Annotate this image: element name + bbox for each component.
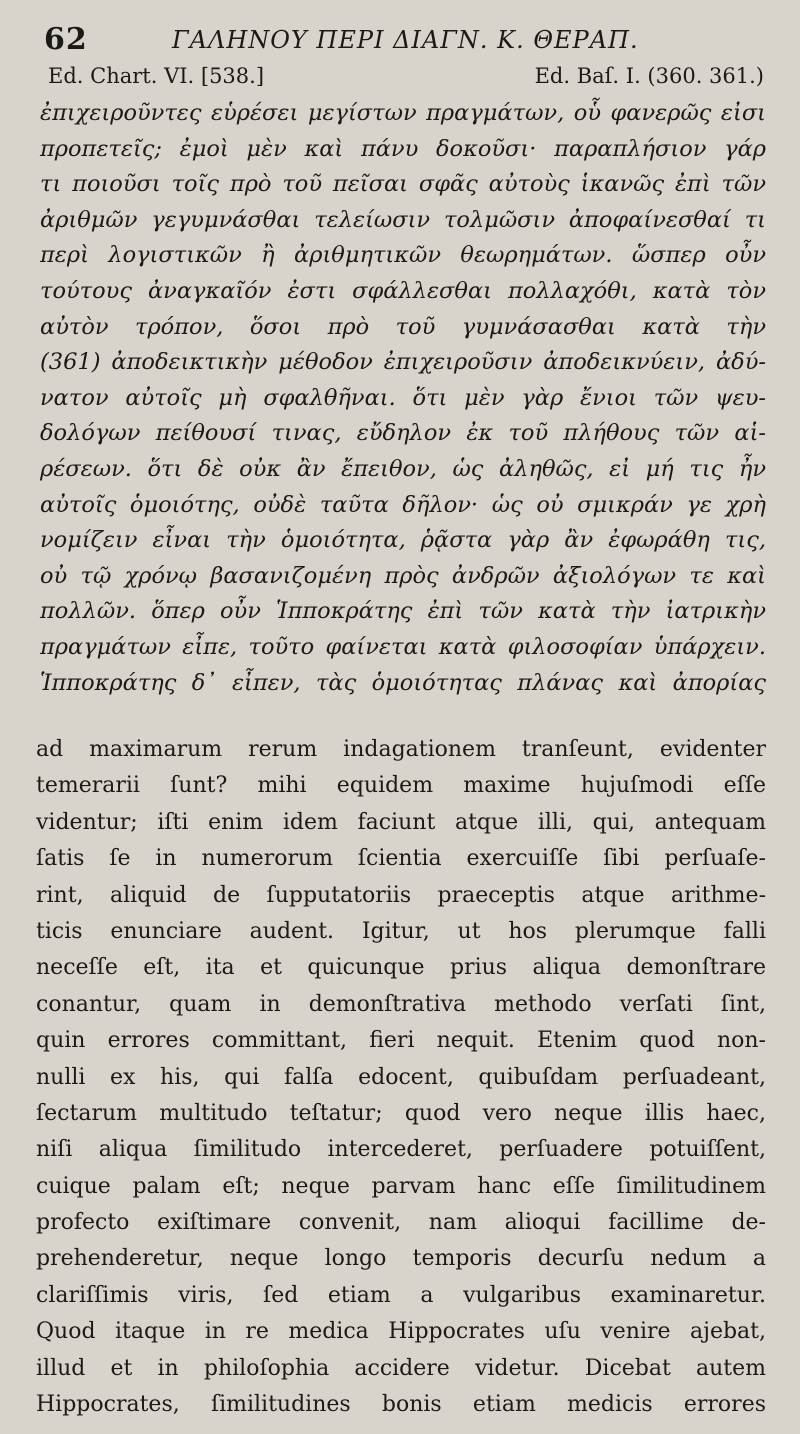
latin-line: cuique palam eſt; neque parvam hanc eſſe ſimilitudinem [36, 1173, 766, 1199]
latin-line: videntur; iſti enim idem faciunt atque illi, qui, antequam [36, 809, 766, 835]
latin-line: nulli ex his, qui falſa edocent, quibuſdam perſuadeant, [36, 1064, 766, 1090]
greek-line: αὐτοῖς ὁμοιότης, οὐδὲ ταῦτα δῆλον· ὡς οὐ σμικράν γε χρὴ [40, 491, 766, 518]
latin-line: ſectarum multitudo teſtatur; quod vero neque illis haec, [36, 1100, 766, 1126]
edition-basel-reference: Ed. Baſ. I. (360. 361.) [534, 64, 764, 88]
latin-translation-block [36, 732, 766, 1423]
latin-line: quin errores committant, fieri nequit. Etenim quod non- [36, 1028, 766, 1054]
greek-line: νομίζειν εἶναι τὴν ὁμοιότητα, ῥᾷστα γὰρ ἂν ἐφωράθη τις, [40, 527, 766, 554]
greek-line: τούτους ἀναγκαῖόν ἐστι σφάλλεσθαι πολλαχόθι, κατὰ τὸν [40, 277, 766, 304]
latin-line: neceſſe eſt, ita et quicunque prius aliqua demonſtrare [36, 955, 766, 981]
latin-line: rint, aliquid de ſupputatoriis praeceptis atque arithme- [36, 882, 766, 908]
greek-line: ἀριθμῶν γεγυμνάσθαι τελείωσιν τολμῶσιν ἀποφαίνεσθαί τι [40, 206, 766, 233]
latin-line: temerarii ſunt? mihi equidem maxime hujuſmodi eſſe [36, 773, 766, 799]
running-title: ΓΑΛΗΝΟΥ ΠΕΡΙ ΔΙΑΓΝ. Κ. ΘΕΡΑΠ. [172, 26, 639, 54]
edition-references [48, 64, 764, 94]
latin-line: conantur, quam in demonſtrativa methodo verſati ſint, [36, 991, 766, 1017]
greek-line: οὐ τῷ χρόνῳ βασανιζομένη πρὸς ἀνδρῶν ἀξιολόγων τε καὶ [40, 562, 766, 589]
edition-chart-reference: Ed. Chart. VI. [538.] [48, 64, 265, 88]
greek-line: ρέσεων. ὅτι δὲ οὐκ ἂν ἔπειθον, ὡς ἀληθῶς, εἰ μή τις ἦν [40, 455, 766, 482]
latin-line: Hippocrates, ſimilitudines bonis etiam medicis errores [36, 1392, 766, 1418]
page-number: 62 [44, 22, 88, 57]
greek-text-block [40, 96, 766, 701]
latin-line: ticis enunciare audent. Igitur, ut hos plerumque falli [36, 918, 766, 944]
greek-line: (361) ἀποδεικτικὴν μέθοδον ἐπιχειροῦσιν ἀποδεικνύειν, ἀδύ- [40, 349, 766, 376]
greek-line: πραγμάτων εἶπε, τοῦτο φαίνεται κατὰ φιλοσοφίαν ὑπάρχειν. [40, 633, 766, 660]
greek-line: τι ποιοῦσι τοῖς πρὸ τοῦ πεῖσαι σφᾶς αὐτοὺς ἱκανῶς ἐπὶ τῶν [40, 171, 766, 198]
greek-line: ἐπιχειροῦντες εὑρέσει μεγίστων πραγμάτων, οὗ φανερῶς εἰσι [40, 100, 766, 126]
latin-line: Quod itaque in re medica Hippocrates uſu venire ajebat, [36, 1319, 766, 1345]
latin-line: ad maximarum rerum indagationem tranſeunt, evidenter [36, 737, 766, 762]
latin-line: niſi aliqua ſimilitudo intercederet, perſuadere potuiſſent, [36, 1137, 766, 1163]
latin-line: profecto exiſtimare convenit, nam alioqui facillime de- [36, 1210, 766, 1236]
greek-line: πολλῶν. ὅπερ οὖν Ἱπποκράτης ἐπὶ τῶν κατὰ τὴν ἰατρικὴν [40, 598, 766, 625]
running-head [44, 22, 760, 56]
greek-line: δολόγων πείθουσί τινας, εὔδηλον ἐκ τοῦ πλήθους τῶν αἱ- [40, 420, 766, 447]
latin-line: ſatis ſe in numerorum ſcientia exercuiſſe ſibi perſuaſe- [36, 846, 766, 872]
greek-line: νατον αὐτοῖς μὴ σφαλθῆναι. ὅτι μὲν γὰρ ἔνιοι τῶν ψευ- [40, 384, 766, 411]
greek-line: αὐτὸν τρόπον, ὅσοι πρὸ τοῦ γυμνάσασθαι κατὰ τὴν [40, 313, 766, 340]
latin-line: prehenderetur, neque longo temporis decurſu nedum a [36, 1246, 766, 1272]
latin-line: illud et in philoſophia accidere videtur. Dicebat autem [36, 1355, 766, 1381]
greek-line: Ἱπποκράτης δ᾽ εἶπεν, τὰς ὁμοιότητας πλάνας καὶ ἀπορίας [40, 669, 766, 696]
latin-line: clariſſimis viris, ſed etiam a vulgaribus examinaretur. [36, 1282, 766, 1308]
greek-line: περὶ λογιστικῶν ἢ ἀριθμητικῶν θεωρημάτων. ὥσπερ οὖν [40, 242, 766, 269]
greek-line: προπετεῖς; ἐμοὶ μὲν καὶ πάνυ δοκοῦσι· παραπλήσιον γάρ [40, 135, 766, 162]
